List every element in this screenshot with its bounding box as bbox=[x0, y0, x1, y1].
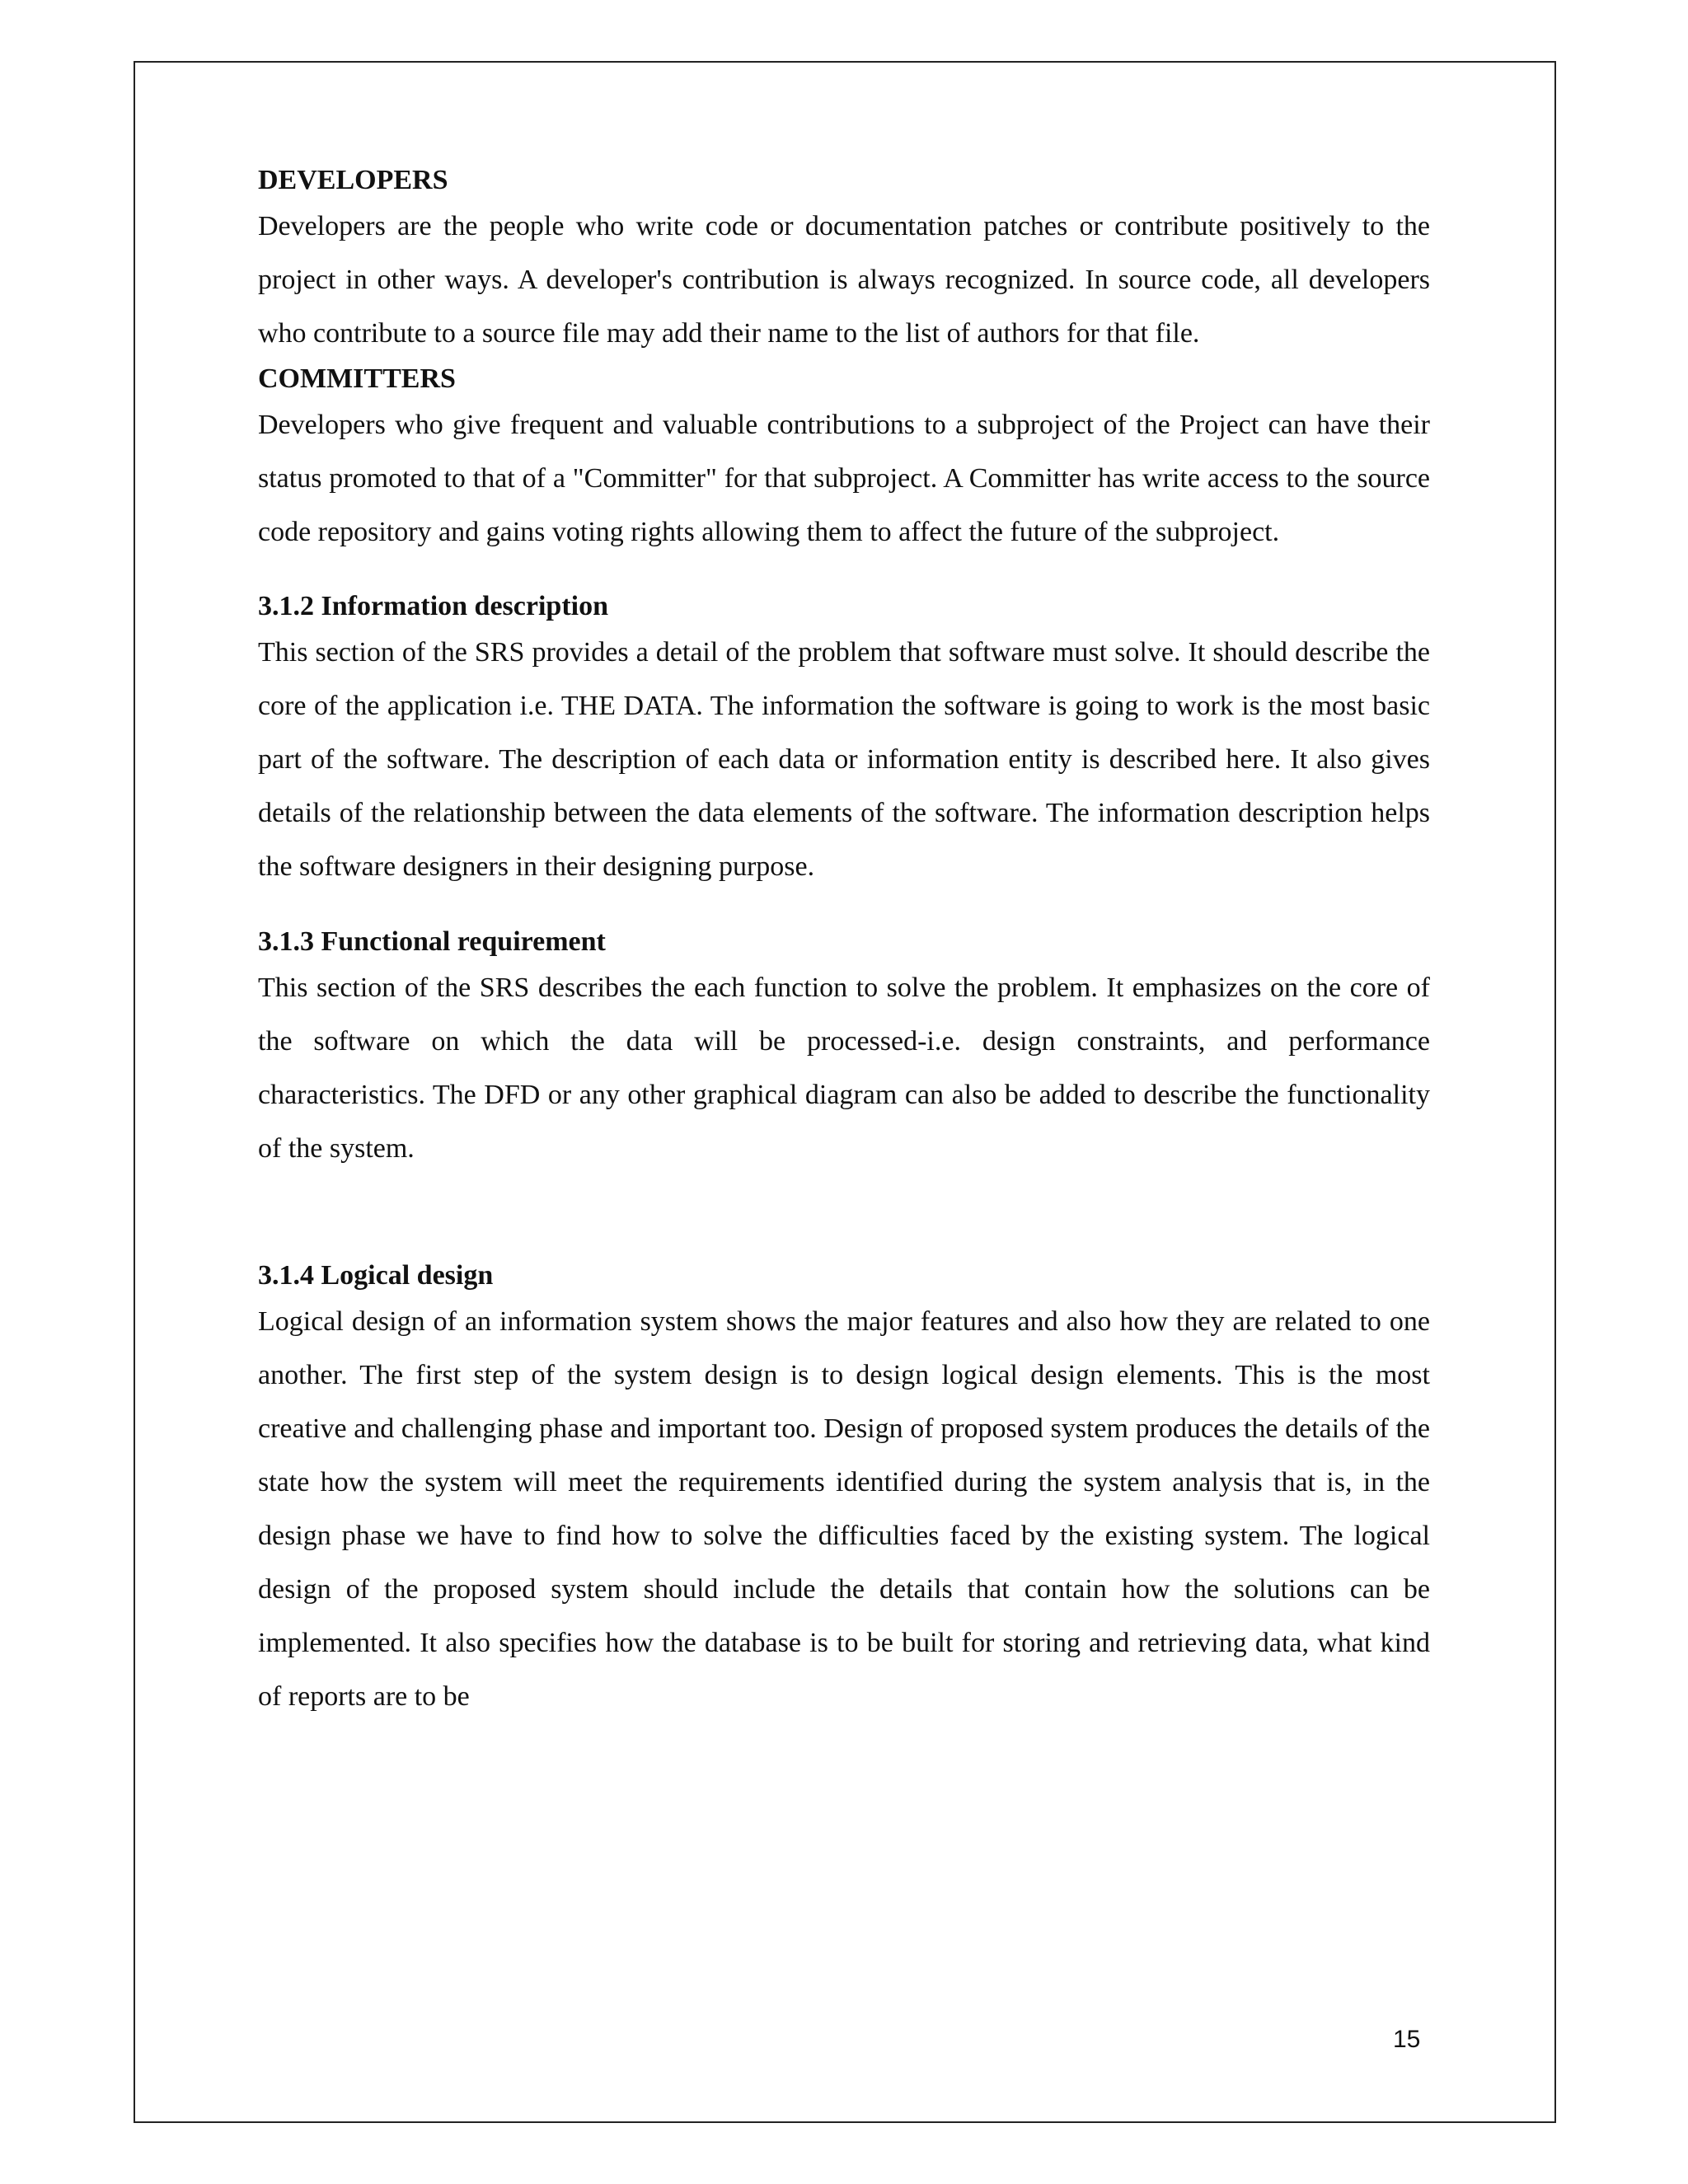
section-heading: 3.1.2 Information description bbox=[258, 591, 608, 621]
section-heading: 3.1.3 Functional requirement bbox=[258, 926, 606, 957]
section-paragraph: Developers are the people who write code or documentation patches or contribute positively to the project in other ways. A developer's contribution is always recognized. In source code, all developers who contribute to a source file may add their name to the list of authors for that file. bbox=[258, 211, 1430, 349]
document-body bbox=[258, 162, 1430, 1723]
section-developers bbox=[258, 162, 1430, 360]
section-committers bbox=[258, 360, 1430, 559]
section-functional-requirement bbox=[258, 923, 1430, 1175]
spacer bbox=[258, 1175, 1430, 1257]
section-paragraph: This section of the SRS describes the each function to solve the problem. It emphasizes on the core of the software on which the data will be processed-i.e. design constraints, and performance characteristics. The DFD or any other graphical diagram can also be added to describe the functionality of the system. bbox=[258, 972, 1430, 1164]
section-paragraph: This section of the SRS provides a detail of the problem that software must solve. It should describe the core of the application i.e. THE DATA. The information the software is going to work is the most basic part of the software. The description of each data or information entity is described here. It also gives details of the relationship between the data elements of the software. The information description helps the software designers in their designing purpose. bbox=[258, 637, 1430, 882]
section-heading: 3.1.4 Logical design bbox=[258, 1260, 494, 1291]
spacer bbox=[258, 893, 1430, 923]
section-heading: DEVELOPERS bbox=[258, 165, 448, 195]
section-paragraph: Developers who give frequent and valuable contributions to a subproject of the Project can have their status promoted to that of a "Committer" for that subproject. A Committer has write access to the source code repository and gains voting rights allowing them to affect the future of the subproject. bbox=[258, 410, 1430, 547]
section-information-description bbox=[258, 588, 1430, 893]
page-number: 15 bbox=[1393, 2026, 1421, 2053]
section-logical-design bbox=[258, 1257, 1430, 1723]
section-paragraph: Logical design of an information system shows the major features and also how they are related to one another. The first step of the system design is to design logical design elements. This is the most creative and challenging phase and important too. Design of proposed system produces the details of the state how the system will meet the requirements identified during the system analysis that is, in the design phase we have to find how to solve the difficulties faced by the existing system. The logical design of the proposed system should include the details that contain how the solutions can be implemented. It also specifies how the database is to be built for storing and retrieving data, what kind of reports are to be bbox=[258, 1306, 1430, 1712]
spacer bbox=[258, 559, 1430, 588]
section-heading: COMMITTERS bbox=[258, 363, 456, 394]
